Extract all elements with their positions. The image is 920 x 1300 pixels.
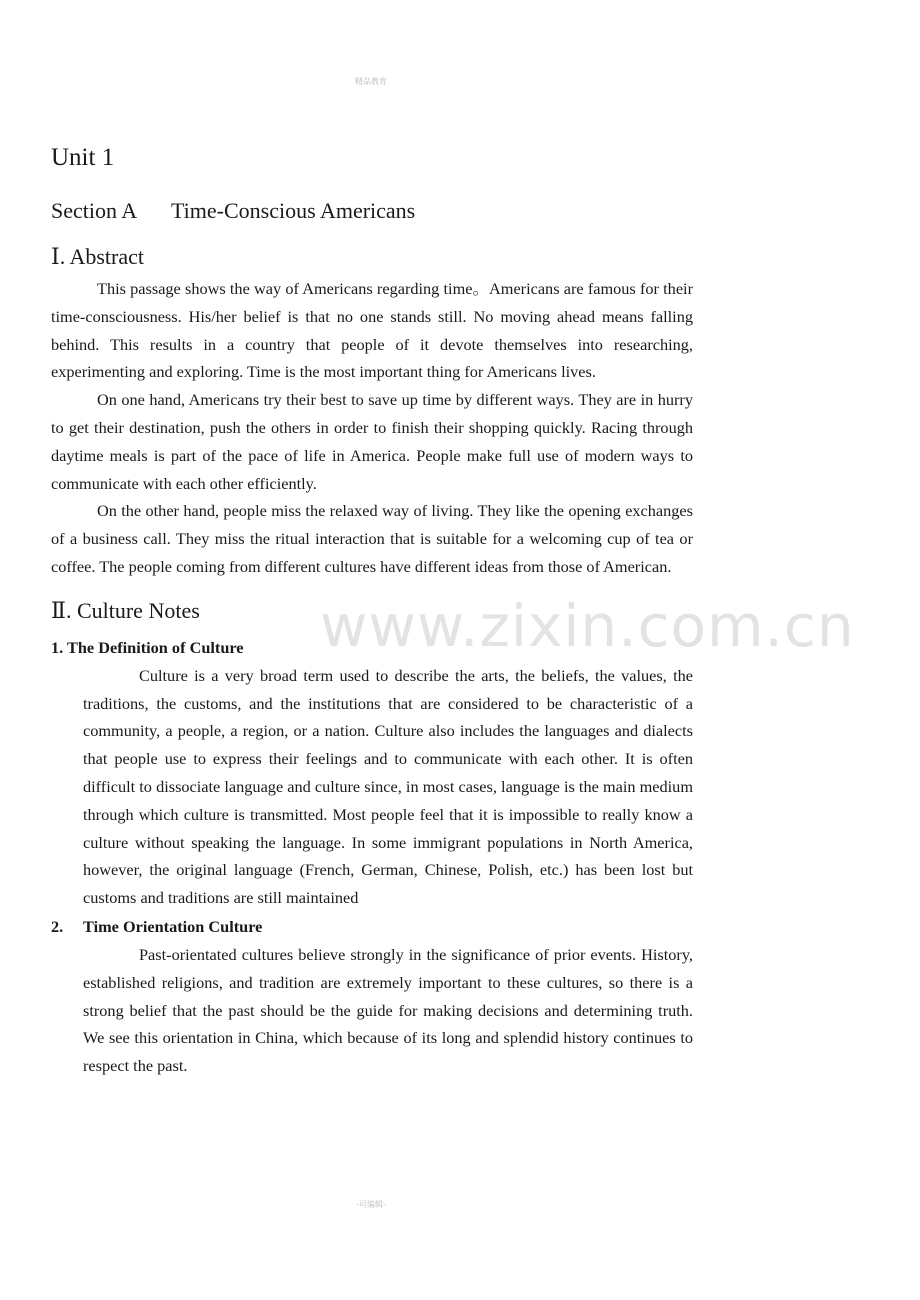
- unit-title: Unit 1: [51, 144, 115, 171]
- section-title: [51, 193, 693, 239]
- section-name: Time-Conscious Americans: [171, 198, 416, 223]
- section-label: Section A: [51, 198, 138, 223]
- note-title: The Definition of Culture: [67, 637, 244, 657]
- culture-notes-heading: Ⅱ. Culture Notes: [51, 597, 200, 623]
- note-heading: [51, 633, 693, 662]
- page-header-mark: 精品教育: [355, 77, 387, 86]
- note-number: 2.: [51, 916, 64, 936]
- note-body: Culture is a very broad term used to describe the arts, the beliefs, the values, the traditions, the customs, and the institutions that are considered to be characteristic of a community, a people, a region, or a nation. Culture also includes the languages and dialects that people use to express their feelings and to communicate with each other. It is often difficult to dissociate language and culture since, in most cases, language is the main medium through which culture is transmitted. Most people feel that it is impossible to really know a culture without speaking the language. In some immigrant populations in North America, however, the original language (French, German, Chinese, Polish, etc.) has been lost but customs and traditions are still maintained: [83, 665, 693, 908]
- document-body: [51, 140, 693, 1080]
- abstract-paragraph: This passage shows the way of Americans regarding time。Americans are famous for their time-consciousness. His/her belief is that no one stands still. No moving ahead means falling behind. This results in a country that people of it devote themselves into researching, experimenting and exploring. Time is the most important thing for Americans lives.: [51, 279, 693, 382]
- note-number: 1.: [51, 637, 64, 657]
- note-body: Past-orientated cultures believe strongly in the significance of prior events. History, established religions, and tradition are extremely important to these cultures, so there is a strong belief that the past should be the guide for making decisions and determining truth. We see this orientation in China, which because of its long and splendid history continues to respect the past.: [83, 944, 693, 1076]
- watermark-text: www.zixin.com.cn: [320, 592, 855, 660]
- abstract-paragraph: On one hand, Americans try their best to save up time by different ways. They are in hurry to get their destination, push the others in order to finish their shopping quickly. Racing through daytime meals is part of the pace of life in America. People make full use of modern ways to communicate with each other efficiently.: [51, 390, 693, 493]
- abstract-paragraph: On the other hand, people miss the relaxed way of living. They like the opening exchanges of a business call. They miss the ritual interaction that is suitable for a welcoming cup of tea or coffee. The people coming from different cultures have different ideas from those of American.: [51, 501, 693, 576]
- note-title: Time Orientation Culture: [83, 916, 263, 936]
- abstract-heading: Ⅰ. Abstract: [51, 244, 145, 269]
- note-heading: [51, 912, 693, 941]
- page-footer-mark: -可编辑-: [356, 1200, 386, 1209]
